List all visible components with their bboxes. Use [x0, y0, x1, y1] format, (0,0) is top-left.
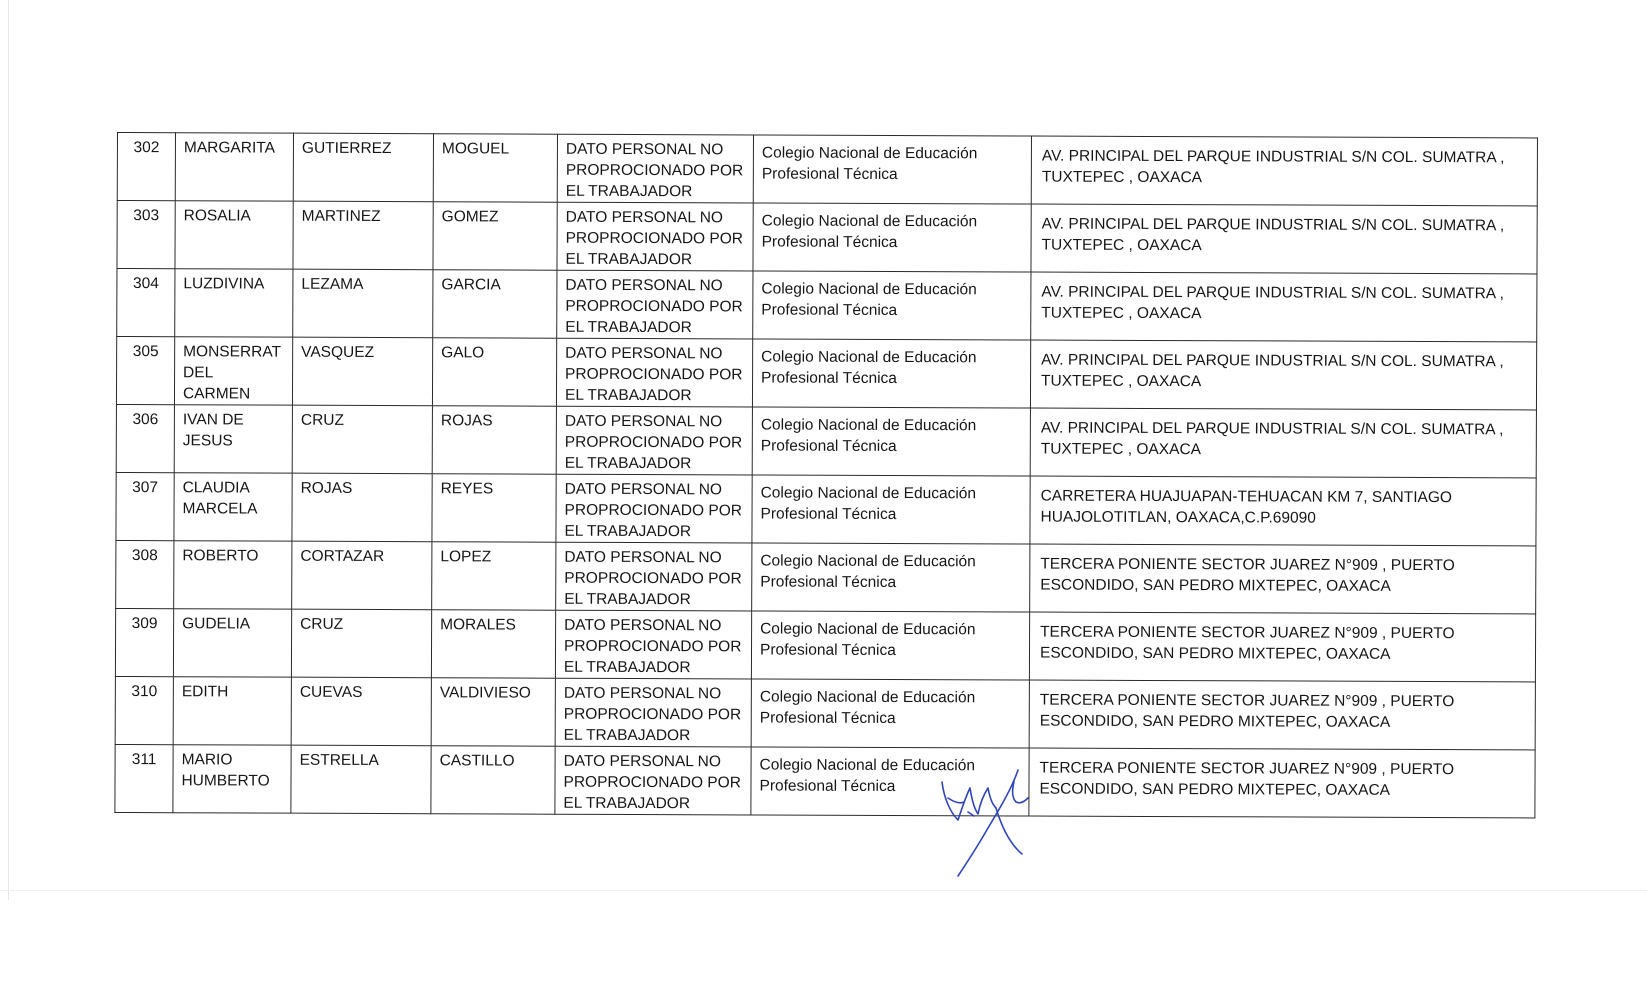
row-number-cell: 308 — [116, 540, 174, 608]
personal-data-cell: DATO PERSONAL NO PROPROCIONADO POR EL TRABAJADOR — [556, 406, 752, 475]
table-row — [117, 269, 1537, 342]
institution-cell: Colegio Nacional de Educación Profesional Técnica — [753, 135, 1031, 204]
maternal-surname-cell: GARCIA — [433, 270, 557, 338]
row-number-cell: 311 — [115, 744, 173, 812]
row-number-cell: 306 — [116, 404, 174, 472]
table-row — [117, 201, 1537, 274]
table-row — [116, 472, 1536, 545]
institution-cell: Colegio Nacional de Educación Profesional Técnica — [752, 339, 1030, 408]
maternal-surname-cell: ROJAS — [432, 406, 556, 474]
records-table-wrapper — [114, 132, 1537, 818]
address-cell: TERCERA PONIENTE SECTOR JUAREZ N°909 , PUERTO ESCONDIDO, SAN PEDRO MIXTEPEC, OAXACA — [1029, 748, 1535, 818]
paternal-surname-cell: CUEVAS — [291, 677, 431, 746]
table-row — [116, 337, 1536, 410]
table-row — [116, 404, 1536, 477]
institution-cell: Colegio Nacional de Educación Profesional Técnica — [753, 271, 1031, 340]
maternal-surname-cell: GOMEZ — [433, 202, 557, 270]
address-cell: AV. PRINCIPAL DEL PARQUE INDUSTRIAL S/N COL. SUMATRA , TUXTEPEC , OAXACA — [1031, 204, 1537, 274]
address-cell: TERCERA PONIENTE SECTOR JUAREZ N°909 , PUERTO ESCONDIDO, SAN PEDRO MIXTEPEC, OAXACA — [1030, 544, 1536, 614]
row-number-cell: 307 — [116, 472, 174, 540]
address-cell: AV. PRINCIPAL DEL PARQUE INDUSTRIAL S/N COL. SUMATRA , TUXTEPEC , OAXACA — [1031, 272, 1537, 342]
personal-data-cell: DATO PERSONAL NO PROPROCIONADO POR EL TRABAJADOR — [555, 610, 751, 679]
personal-data-cell: DATO PERSONAL NO PROPROCIONADO POR EL TRABAJADOR — [557, 202, 753, 271]
first-name-cell: ROSALIA — [175, 201, 293, 269]
address-cell: TERCERA PONIENTE SECTOR JUAREZ N°909 , PUERTO ESCONDIDO, SAN PEDRO MIXTEPEC, OAXACA — [1029, 680, 1535, 750]
paternal-surname-cell: VASQUEZ — [292, 337, 432, 406]
maternal-surname-cell: MOGUEL — [433, 134, 557, 202]
paternal-surname-cell: GUTIERREZ — [293, 133, 433, 202]
maternal-surname-cell: MORALES — [431, 610, 555, 678]
personal-data-cell: DATO PERSONAL NO PROPROCIONADO POR EL TRABAJADOR — [555, 746, 751, 815]
personal-data-cell: DATO PERSONAL NO PROPROCIONADO POR EL TRABAJADOR — [557, 134, 753, 203]
maternal-surname-cell: LOPEZ — [432, 542, 556, 610]
institution-cell: Colegio Nacional de Educación Profesional Técnica — [751, 611, 1029, 680]
table-row — [115, 608, 1535, 681]
first-name-cell: GUDELIA — [173, 609, 291, 677]
address-cell: CARRETERA HUAJUAPAN-TEHUACAN KM 7, SANTIAGO HUAJOLOTITLAN, OAXACA,C.P.69090 — [1030, 476, 1536, 546]
table-row — [115, 676, 1535, 749]
row-number-cell: 305 — [116, 337, 174, 405]
records-table-body — [115, 133, 1538, 818]
paternal-surname-cell: CRUZ — [291, 609, 431, 678]
first-name-cell: MARIO HUMBERTO — [173, 745, 291, 813]
first-name-cell: EDITH — [173, 677, 291, 745]
institution-cell: Colegio Nacional de Educación Profesional Técnica — [753, 203, 1031, 272]
personal-data-cell: DATO PERSONAL NO PROPROCIONADO POR EL TRABAJADOR — [556, 338, 752, 407]
paternal-surname-cell: CRUZ — [292, 405, 432, 474]
institution-cell: Colegio Nacional de Educación Profesional Técnica — [752, 475, 1030, 544]
first-name-cell: MONSERRAT DEL CARMEN — [174, 337, 292, 405]
address-cell: AV. PRINCIPAL DEL PARQUE INDUSTRIAL S/N COL. SUMATRA , TUXTEPEC , OAXACA — [1030, 340, 1536, 410]
paternal-surname-cell: CORTAZAR — [292, 541, 432, 610]
handwritten-signature-icon — [940, 768, 1052, 880]
maternal-surname-cell: GALO — [432, 338, 556, 406]
maternal-surname-cell: VALDIVIESO — [431, 678, 555, 746]
paternal-surname-cell: ROJAS — [292, 473, 432, 542]
maternal-surname-cell: CASTILLO — [431, 746, 555, 814]
institution-cell: Colegio Nacional de Educación Profesional Técnica — [752, 407, 1030, 476]
address-cell: AV. PRINCIPAL DEL PARQUE INDUSTRIAL S/N COL. SUMATRA , TUXTEPEC , OAXACA — [1031, 136, 1537, 206]
personal-data-cell: DATO PERSONAL NO PROPROCIONADO POR EL TRABAJADOR — [556, 542, 752, 611]
first-name-cell: IVAN DE JESUS — [174, 405, 292, 473]
table-row — [117, 133, 1537, 206]
institution-cell: Colegio Nacional de Educación Profesional Técnica — [751, 679, 1029, 748]
row-number-cell: 303 — [117, 201, 175, 269]
paternal-surname-cell: LEZAMA — [293, 269, 433, 338]
records-table — [114, 132, 1538, 818]
address-cell: AV. PRINCIPAL DEL PARQUE INDUSTRIAL S/N COL. SUMATRA , TUXTEPEC , OAXACA — [1030, 408, 1536, 478]
personal-data-cell: DATO PERSONAL NO PROPROCIONADO POR EL TRABAJADOR — [555, 678, 751, 747]
scan-edge-left — [8, 0, 9, 900]
paternal-surname-cell: MARTINEZ — [293, 201, 433, 270]
institution-cell: Colegio Nacional de Educación Profesional Técnica — [751, 747, 1029, 816]
row-number-cell: 302 — [117, 133, 175, 201]
table-row — [116, 540, 1536, 613]
institution-cell: Colegio Nacional de Educación Profesional Técnica — [752, 543, 1030, 612]
first-name-cell: ROBERTO — [174, 541, 292, 609]
paternal-surname-cell: ESTRELLA — [291, 745, 431, 814]
row-number-cell: 310 — [115, 676, 173, 744]
first-name-cell: CLAUDIA MARCELA — [174, 473, 292, 541]
first-name-cell: MARGARITA — [175, 133, 293, 201]
personal-data-cell: DATO PERSONAL NO PROPROCIONADO POR EL TRABAJADOR — [557, 270, 753, 339]
row-number-cell: 309 — [115, 608, 173, 676]
first-name-cell: LUZDIVINA — [175, 269, 293, 337]
maternal-surname-cell: REYES — [432, 474, 556, 542]
personal-data-cell: DATO PERSONAL NO PROPROCIONADO POR EL TRABAJADOR — [556, 474, 752, 543]
scan-edge-bottom — [0, 890, 1647, 891]
address-cell: TERCERA PONIENTE SECTOR JUAREZ N°909 , PUERTO ESCONDIDO, SAN PEDRO MIXTEPEC, OAXACA — [1029, 612, 1535, 682]
table-row — [115, 744, 1535, 817]
row-number-cell: 304 — [117, 269, 175, 337]
